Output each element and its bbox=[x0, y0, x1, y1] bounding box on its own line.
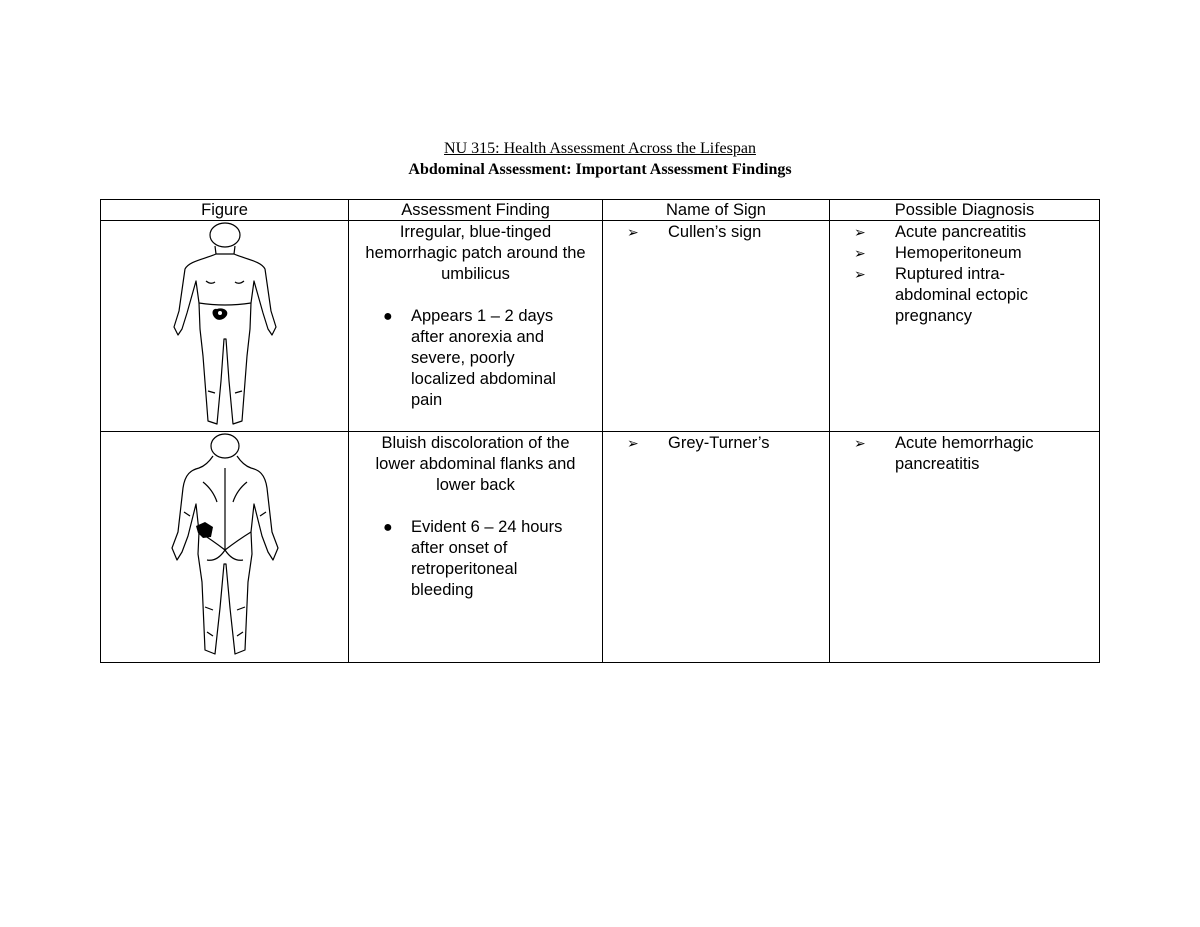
diagnosis-cell bbox=[830, 432, 1100, 663]
diagnosis-text: Hemoperitoneum bbox=[895, 244, 1022, 262]
findings-table bbox=[100, 199, 1100, 663]
course-title: NU 315: Health Assessment Across the Lifespan bbox=[444, 140, 756, 157]
document-title: Abdominal Assessment: Important Assessment Findings bbox=[408, 161, 792, 178]
bullet-icon: ● bbox=[383, 519, 393, 536]
column-header-assessment-finding: Assessment Finding bbox=[349, 200, 603, 221]
arrowhead-bullet-icon: ➢ bbox=[854, 245, 866, 261]
column-header-name-of-sign: Name of Sign bbox=[603, 200, 830, 221]
sign-list bbox=[603, 432, 829, 454]
finding-description: Bluish discoloration of the lower abdominal flanks and lower back bbox=[375, 434, 576, 494]
list-item bbox=[603, 222, 829, 243]
list-item bbox=[830, 222, 1099, 243]
list-item bbox=[603, 433, 829, 454]
assessment-finding-cell bbox=[349, 221, 603, 432]
list-item bbox=[830, 243, 1099, 264]
body-back-figure-icon bbox=[165, 432, 285, 662]
finding-detail-text: Appears 1 – 2 days after anorexia and severe, poorly localized abdominal pain bbox=[411, 307, 556, 409]
list-item bbox=[830, 433, 1099, 475]
diagnosis-text: Ruptured intra-abdominal ectopic pregnancy bbox=[895, 265, 1028, 325]
diagnosis-text: Acute pancreatitis bbox=[895, 223, 1027, 241]
body-front-figure-icon bbox=[165, 221, 285, 427]
finding-detail bbox=[349, 517, 602, 601]
arrowhead-bullet-icon: ➢ bbox=[854, 224, 866, 240]
finding-detail-text: Evident 6 – 24 hours after onset of retroperitoneal bleeding bbox=[411, 518, 563, 599]
diagnosis-list bbox=[830, 432, 1099, 475]
assessment-finding-cell bbox=[349, 432, 603, 663]
sign-name: Cullen’s sign bbox=[668, 223, 762, 241]
table-row bbox=[101, 221, 1100, 432]
diagnosis-list bbox=[830, 221, 1099, 327]
sign-list bbox=[603, 221, 829, 243]
arrowhead-bullet-icon: ➢ bbox=[854, 435, 866, 451]
finding-description: Irregular, blue-tinged hemorrhagic patch around the umbilicus bbox=[365, 223, 586, 283]
list-item bbox=[830, 264, 1099, 327]
column-header-figure: Figure bbox=[101, 200, 349, 221]
table-header-row bbox=[101, 200, 1100, 221]
bullet-icon: ● bbox=[383, 308, 393, 325]
sign-name: Grey-Turner’s bbox=[668, 434, 770, 452]
sign-name-cell bbox=[603, 432, 830, 663]
column-header-possible-diagnosis: Possible Diagnosis bbox=[830, 200, 1100, 221]
diagnosis-text: Acute hemorrhagic pancreatitis bbox=[895, 434, 1034, 473]
arrowhead-bullet-icon: ➢ bbox=[627, 435, 639, 451]
table-row bbox=[101, 432, 1100, 663]
sign-name-cell bbox=[603, 221, 830, 432]
diagnosis-cell bbox=[830, 221, 1100, 432]
figure-cell bbox=[101, 221, 349, 432]
figure-cell bbox=[101, 432, 349, 663]
arrowhead-bullet-icon: ➢ bbox=[627, 224, 639, 240]
finding-detail bbox=[349, 306, 602, 411]
arrowhead-bullet-icon: ➢ bbox=[854, 266, 866, 282]
